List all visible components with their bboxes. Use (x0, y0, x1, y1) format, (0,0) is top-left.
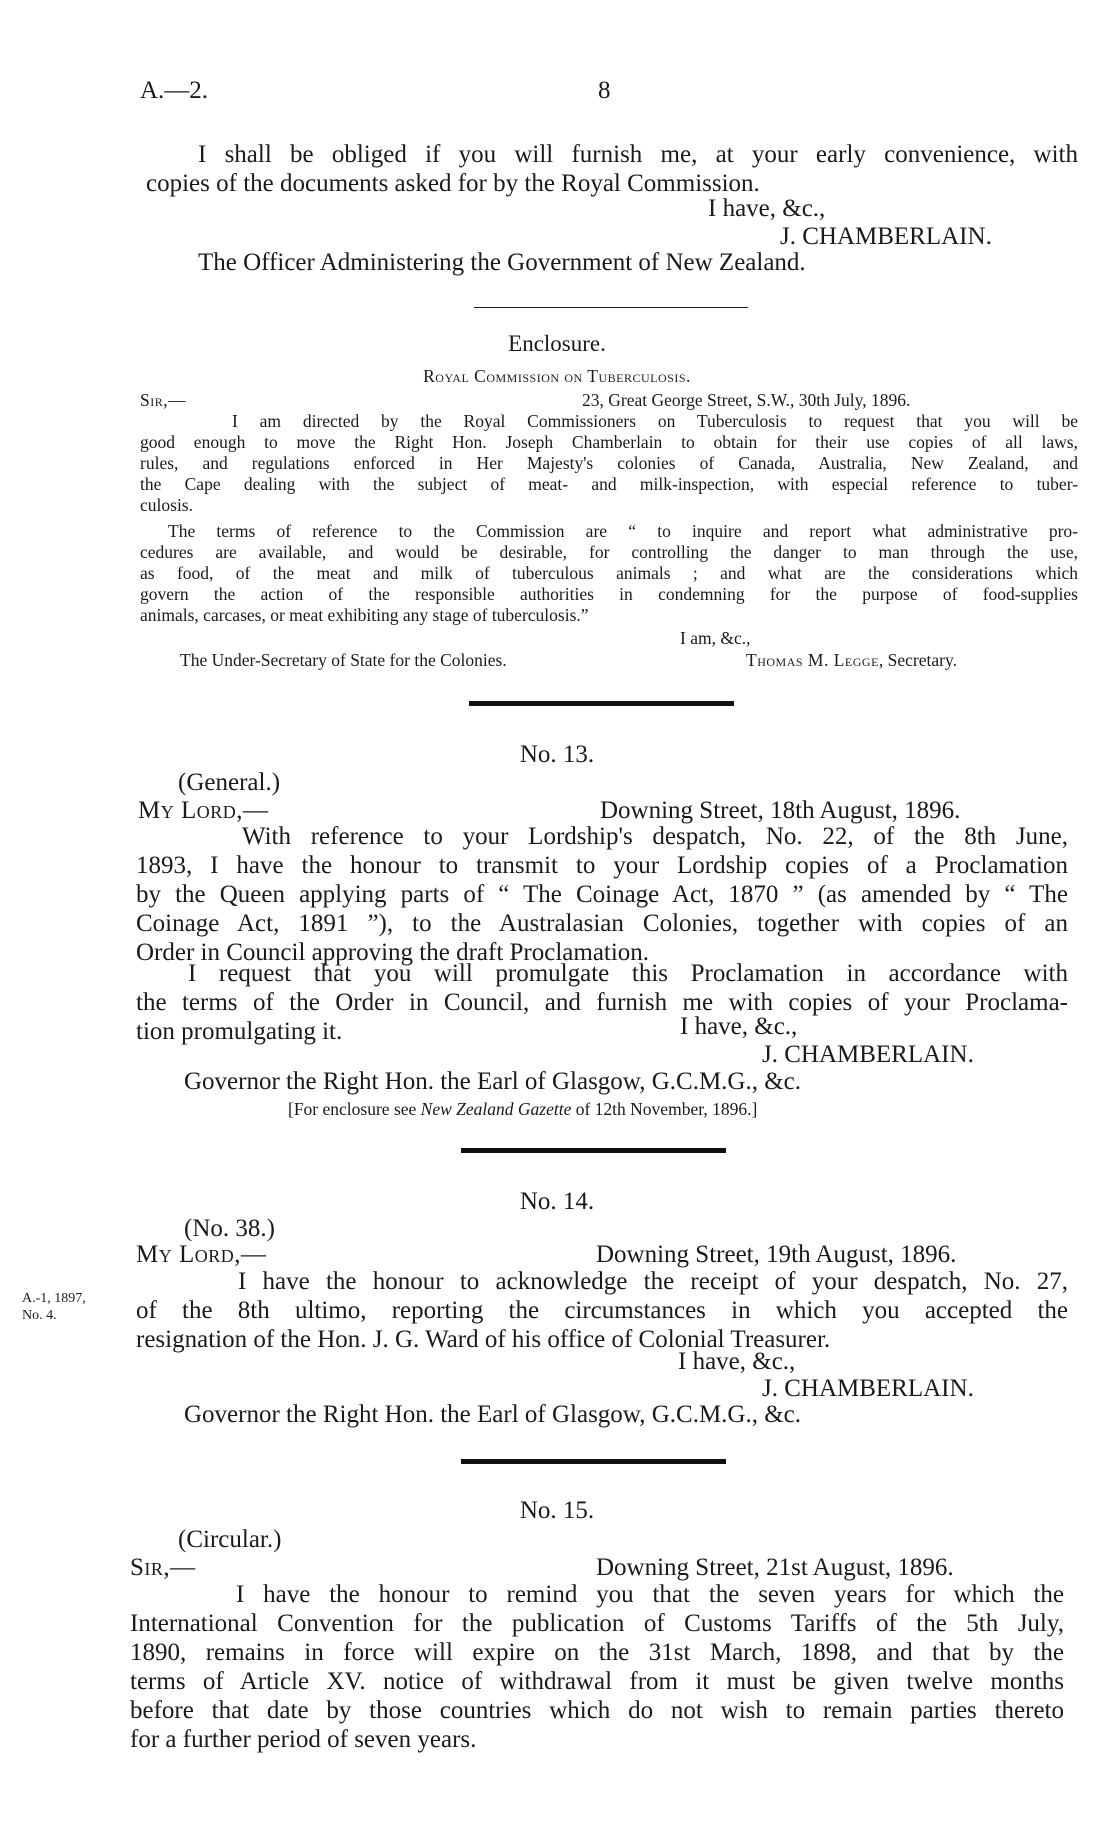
closing: I have, &c., (680, 1013, 798, 1040)
enclosure-subheading: Royal Commission on Tuberculosis. (423, 366, 691, 386)
addressee: The Under-Secretary of State for the Colonies. (180, 650, 507, 670)
text-line: cedures are available, and would be desirable, for controlling the danger to man through the use, (140, 542, 1078, 562)
text-line: I have the honour to remind you that the seven years for which the (236, 1581, 1064, 1608)
closing: I have, &c., (708, 195, 826, 222)
section-number: No. 15. (519, 1497, 595, 1524)
text-line: by the Queen applying parts of “ The Coinage Act, 1870 ” (as amended by “ The (136, 881, 1068, 908)
closing: I am, &c., (680, 628, 751, 648)
text-line: 1893, I have the honour to transmit to your Lordship copies of a Proclamation (136, 852, 1068, 879)
enclosure-heading: Enclosure. (508, 331, 606, 356)
text-line: resignation of the Hon. J. G. Ward of his office of Colonial Treasurer. (136, 1326, 831, 1353)
text-line: I have the honour to acknowledge the receipt of your despatch, No. 27, (238, 1268, 1068, 1295)
text-line: With reference to your Lordship's despatch, No. 22, of the 8th June, (242, 823, 1068, 850)
text-line: animals, carcases, or meat exhibiting any stage of tuberculosis.” (140, 605, 589, 625)
signature: J. CHAMBERLAIN. (762, 1041, 974, 1068)
note-suffix: of 12th November, 1896.] (571, 1099, 758, 1119)
text-line: International Convention for the publication of Customs Tariffs of the 5th July, (130, 1610, 1064, 1637)
text-line: of the 8th ultimo, reporting the circumstances in which you accepted the (136, 1297, 1068, 1324)
enclosure-paragraph-2 (140, 521, 1078, 626)
salutation: My Lord,— (136, 1241, 267, 1268)
section-divider (461, 1148, 726, 1153)
text-line: copies of the documents asked for by the Royal Commission. (146, 170, 760, 197)
text-line: as food, of the meat and milk of tuberculous animals ; and what are the considerations which (140, 563, 1078, 583)
text-line: the Cape dealing with the subject of meat- and milk-inspection, with especial reference to tuber- (140, 474, 1078, 494)
text-line: terms of Article XV. notice of withdrawal from it must be given twelve months (130, 1668, 1064, 1695)
text-line: before that date by those countries which do not wish to remain parties thereto (130, 1697, 1064, 1724)
text-line: tion promulgating it. (136, 1018, 343, 1045)
text-line: I request that you will promulgate this Proclamation in accordance with (188, 960, 1068, 987)
salutation: Sir,— (140, 390, 187, 410)
address-date: Downing Street, 19th August, 1896. (596, 1241, 957, 1268)
address-date: Downing Street, 21st August, 1896. (596, 1554, 954, 1581)
text-line: govern the action of the responsible authorities in condemning for the purpose of food-supplies (140, 584, 1078, 604)
salutation: My Lord,— (138, 797, 269, 824)
signature-title: , Secretary. (878, 650, 957, 670)
section-number: No. 13. (519, 741, 595, 768)
margin-note-line: A.-1, 1897, (22, 1291, 86, 1306)
note-prefix: [For enclosure see (288, 1099, 421, 1119)
addressee: Governor the Right Hon. the Earl of Glasgow, G.C.M.G., &c. (184, 1068, 802, 1095)
text-line: good enough to move the Right Hon. Joseph Chamberlain to obtain for their use copies of all laws, (140, 432, 1078, 452)
opening-paragraph (146, 140, 1078, 198)
closing: I have, &c., (678, 1348, 796, 1375)
section-label: (No. 38.) (184, 1215, 275, 1242)
no14-paragraph-1 (136, 1267, 1068, 1354)
addressee: Governor the Right Hon. the Earl of Glasgow, G.C.M.G., &c. (184, 1401, 802, 1428)
text-line: Coinage Act, 1891 ”), to the Australasian Colonies, together with copies of an (136, 910, 1068, 937)
text-line: rules, and regulations enforced in Her Majesty's colonies of Canada, Australia, New Zealand, and (140, 453, 1078, 473)
signature-name: Thomas M. Legge (746, 650, 879, 670)
section-label: (Circular.) (178, 1526, 282, 1553)
margin-note (22, 1290, 86, 1324)
section-divider (461, 1459, 726, 1464)
address-date: 23, Great George Street, S.W., 30th July, 1896. (582, 390, 911, 410)
section-label: (General.) (178, 769, 281, 796)
no15-paragraph-1 (130, 1580, 1064, 1754)
signature: J. CHAMBERLAIN. (780, 223, 992, 250)
divider (474, 307, 748, 308)
document-reference: A.—2. (140, 77, 209, 104)
text-line: The terms of reference to the Commission are “ to inquire and report what administrative pro- (168, 521, 1078, 541)
text-line: culosis. (140, 495, 193, 515)
text-line: for a further period of seven years. (130, 1726, 477, 1753)
text-line: the terms of the Order in Council, and furnish me with copies of your Proclama- (136, 989, 1068, 1016)
signature: J. CHAMBERLAIN. (762, 1375, 974, 1402)
text-line: I am directed by the Royal Commissioners on Tuberculosis to request that you will be (232, 411, 1078, 431)
addressee: The Officer Administering the Government of New Zealand. (198, 249, 806, 276)
note-gazette: New Zealand Gazette (420, 1099, 572, 1119)
section-divider (469, 701, 734, 706)
page-number: 8 (598, 77, 611, 104)
no13-paragraph-2 (136, 959, 1068, 1046)
text-line: I shall be obliged if you will furnish me, at your early convenience, with (198, 141, 1078, 168)
signature (746, 650, 957, 671)
section-number: No. 14. (519, 1188, 595, 1215)
enclosure-note (288, 1099, 757, 1120)
address-date: Downing Street, 18th August, 1896. (600, 797, 961, 824)
margin-note-line: No. 4. (22, 1308, 57, 1323)
enclosure-paragraph-1 (140, 411, 1078, 516)
salutation: Sir,— (130, 1554, 196, 1581)
text-line: 1890, remains in force will expire on the 31st March, 1898, and that by the (130, 1639, 1064, 1666)
no13-paragraph-1 (136, 822, 1068, 967)
text-line: Order in Council approving the draft Proclamation. (136, 939, 650, 966)
